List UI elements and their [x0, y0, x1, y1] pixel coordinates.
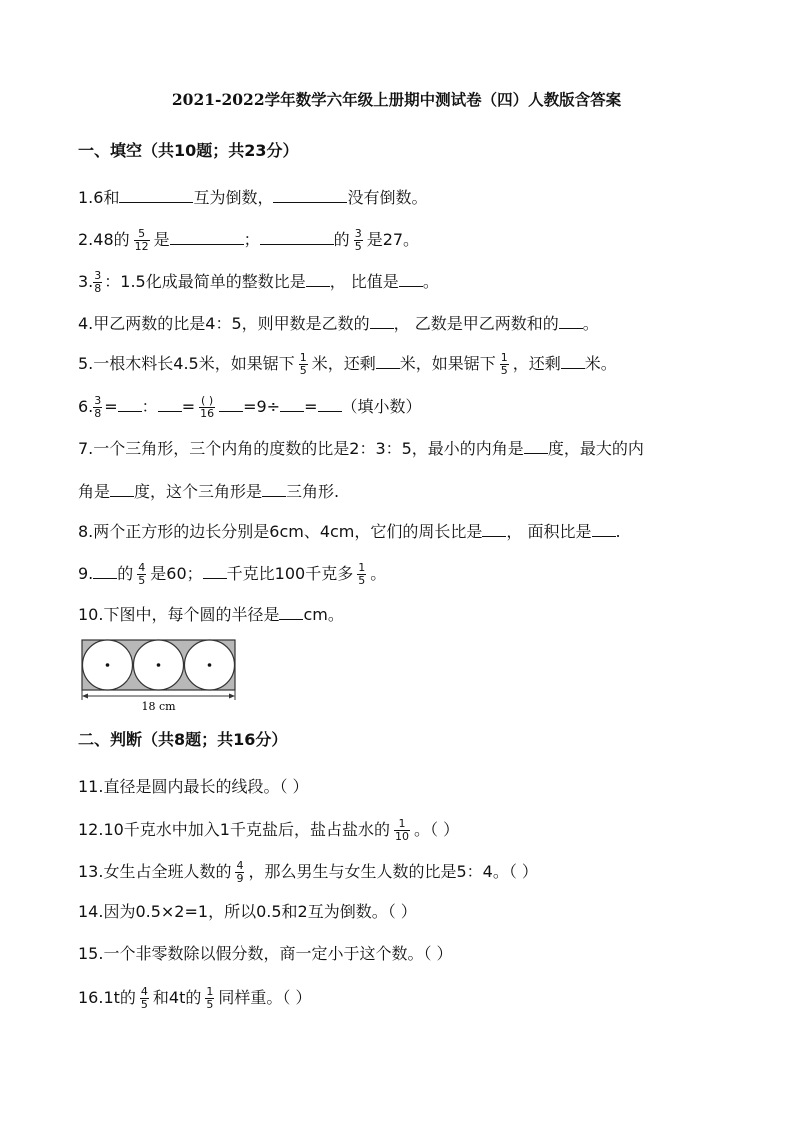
answer-blank[interactable] — [370, 312, 394, 329]
fraction: $\frac{( )}{16}$ — [200, 394, 215, 420]
question-11: 11.直径是圆内最长的线段。（ ） — [78, 777, 309, 796]
fraction: $\frac{1}{5}$ — [206, 985, 214, 1011]
question-1: 1.6和 互为倒数， 没有倒数。 — [78, 188, 428, 207]
answer-blank[interactable] — [158, 395, 182, 412]
fraction: $\frac{1}{5}$ — [358, 561, 366, 587]
page-title: 2021-2022学年数学六年级上册期中测试卷（四）人教版含答案 — [171, 90, 622, 109]
question-14: 14.因为0.5×2=1，所以0.5和2互为倒数。（ ） — [78, 902, 417, 921]
answer-blank[interactable] — [524, 437, 548, 454]
answer-blank[interactable] — [118, 395, 142, 412]
fraction: $\frac{3}{5}$ — [354, 227, 362, 253]
question-16: 16.1t的 $\frac{4}{5}$ 和4t的 $\frac{1}{5}$ 同样重。（ ） — [78, 985, 312, 1011]
fraction: $\frac{4}{9}$ — [236, 859, 244, 885]
fraction: $\frac{1}{5}$ — [299, 351, 307, 377]
question-8: 8.两个正方形的边长分别是6cm、4cm，它们的周长比是 ， 面积比是 . — [78, 522, 621, 541]
question-7-line-1: 7.一个三角形，三个内角的度数的比是2：3：5，最小的内角是 度，最大的内 — [78, 439, 644, 458]
fraction: $\frac{3}{8}$ — [94, 394, 102, 420]
answer-blank[interactable] — [219, 395, 243, 412]
three-circles-figure — [80, 638, 240, 713]
fraction: $\frac{4}{5}$ — [140, 985, 148, 1011]
question-2: 2.48的 $\frac{5}{12}$ 是 ； 的 $\frac{3}{5}$ 是27。 — [78, 227, 420, 253]
answer-blank[interactable] — [280, 395, 304, 412]
section-heading-judge: 二、判断（共8题；共16分） — [78, 730, 288, 749]
question-5: 5.一根木料长4.5米，如果锯下 $\frac{1}{5}$ 米，还剩 米，如果锯下 $\frac{1}{5}$ ，还剩 米。 — [78, 351, 617, 377]
answer-blank[interactable] — [262, 480, 286, 497]
fraction: $\frac{4}{5}$ — [138, 561, 146, 587]
answer-blank[interactable] — [399, 270, 423, 287]
answer-blank[interactable] — [318, 395, 342, 412]
answer-blank[interactable] — [482, 520, 506, 537]
answer-blank[interactable] — [110, 480, 134, 497]
answer-blank[interactable] — [376, 352, 400, 369]
answer-blank[interactable] — [203, 562, 227, 579]
question-7-line-2: 角是 度，这个三角形是 三角形. — [78, 482, 340, 501]
answer-blank[interactable] — [260, 228, 334, 245]
answer-blank[interactable] — [119, 186, 193, 203]
answer-blank[interactable] — [592, 520, 616, 537]
question-10: 10.下图中，每个圆的半径是 cm。 — [78, 605, 344, 624]
fraction: $\frac{1}{10}$ — [395, 817, 409, 843]
question-6: 6. $\frac{3}{8}$ = ： = $\frac{( )}{16}$ =9÷ = （填小数） — [78, 394, 422, 420]
question-3: 3. $\frac{3}{8}$ ：1.5化成最简单的整数比是 ， 比值是 。 — [78, 269, 439, 295]
answer-blank[interactable] — [170, 228, 244, 245]
section-heading-fill: 一、填空（共10题；共23分） — [78, 141, 299, 160]
fraction: $\frac{1}{5}$ — [500, 351, 508, 377]
answer-blank[interactable] — [279, 603, 303, 620]
answer-blank[interactable] — [306, 270, 330, 287]
question-12: 12.10千克水中加入1千克盐后，盐占盐水的 $\frac{1}{10}$ 。（ ） — [78, 817, 460, 843]
question-4: 4.甲乙两数的比是4：5，则甲数是乙数的 ， 乙数是甲乙两数和的 。 — [78, 314, 599, 333]
answer-blank[interactable] — [93, 562, 117, 579]
fraction: $\frac{3}{8}$ — [94, 269, 102, 295]
answer-blank[interactable] — [559, 312, 583, 329]
answer-blank[interactable] — [273, 186, 347, 203]
question-9: 9. 的 $\frac{4}{5}$ 是60； 千克比100千克多 $\frac{1}{5}$ 。 — [78, 561, 387, 587]
dimension-label: 18 cm — [141, 700, 176, 713]
question-15: 15.一个非零数除以假分数，商一定小于这个数。（ ） — [78, 944, 453, 963]
fraction: $\frac{5}{12}$ — [134, 227, 149, 253]
question-13: 13.女生占全班人数的 $\frac{4}{9}$ ，那么男生与女生人数的比是5：4。（ ） — [78, 859, 538, 885]
answer-blank[interactable] — [561, 352, 585, 369]
